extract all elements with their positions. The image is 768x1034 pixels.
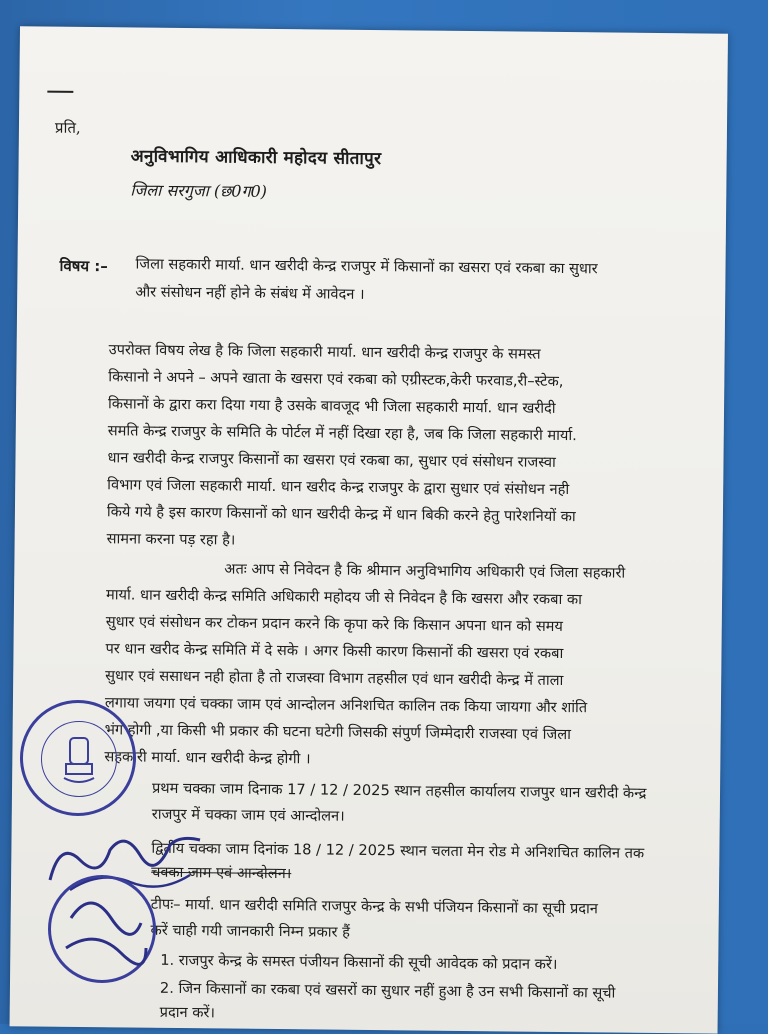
para1-line-5: धान खरीदी केन्द्र राजपुर किसानों का खसरा एवं रकबा का, सुधार एवं संसोधन राजस्वा (107, 449, 556, 471)
seal-emblem-ring (41, 721, 117, 797)
para2-line-2: मार्या. धान खरीदी केन्द्र समिति अधिकारी महोदय जी से निवेदन है कि खसरा और रकबा का (105, 586, 583, 609)
para1-line-3: किसानों के द्वारा करा दिया गया है उसके बावजूद भी जिला सहकारी मार्या. धान खरीदी (107, 395, 556, 417)
first-chakka-line-2: राजपुर में चक्का जाम एवं आन्दोलन। (151, 805, 345, 825)
list-item-2-line-2: प्रदान करें। (159, 1003, 216, 1022)
note-line-1: टीपः– मार्या. धान खरीदी समिति राजपुर केन्द्र के सभी पंजियन किसानों का सूची प्रदान (150, 895, 599, 918)
para2-line-3: सुधार एवं संसोधन कर टोकन प्रदान करने कि कृपा करे कि किसान अपना धान को समय (105, 613, 564, 636)
office-seal-stamp (20, 700, 136, 816)
para1-line-4: समति केन्द्र राजपुर के समिति के पोर्टल में नहीं दिखा रहा है, जब कि जिला सहकारी मार्या. (107, 422, 577, 445)
list-item-1: 1. राजपुर केन्द्र के समस्त पंजीयन किसानों की सूची आवेदक को प्रदान करें। (160, 951, 558, 973)
top-dash-mark (47, 91, 73, 93)
para1-line-7: किये गये है इस कारण किसानों को धान खरीदी केन्द्र में धान बिकी करने हेतु पारेशनियों का (106, 503, 576, 526)
subject-line-2: और संसोधन नहीं होने के संबंध में आवेदन । (135, 283, 365, 303)
para2-line-1: अतः आप से निवेदन है कि श्रीमान अनुविभागिय अधिकारी एवं जिला सहकारी (224, 560, 626, 582)
second-seal-scribble-icon (51, 878, 153, 980)
para1-line-2: किसानो ने अपने – अपने खाता के खसरा एवं रकबा को एग्रीस्टक,केरी फरवाड,री–स्टेक, (108, 368, 564, 391)
para2-line-7: भंग होगी ,या किसी भी प्रकार की घटना घटेगी जिसकी संपुर्ण जिम्मेदारी राजस्वा एवं जिला (104, 721, 572, 744)
list-item-2-line-1: 2. जिन किसानों का रकबा एवं खसरों का सुधार नहीं हुआ है उन सभी किसानों का सूची (159, 979, 616, 1002)
para1-line-8: सामना करना पड़ रहा है। (106, 530, 236, 549)
subject-line-1: जिला सहकारी मार्या. धान खरीदी केन्द्र राजपुर में किसानों का खसरा एवं रकबा का सुधार (135, 255, 598, 278)
second-chakka-line-1: द्वितीय चक्का जाम दिनांक 18 / 12 / 2025 स्थान चलता मेन रोड मे अनिशचित कालिन तक (151, 839, 645, 862)
seal-emblem-icon (42, 722, 116, 796)
para2-line-6: लगाया जयगा एवं चक्का जाम एवं आन्दोलन अनिशचित कालिन तक किया जायगा और शांति (104, 694, 588, 717)
para2-line-5: सुधार एवं ससाधन नही होता है तो राजस्वा विभाग तहसील एवं धान खरीदी केन्द्र में ताला (105, 667, 564, 690)
recipient-line-1: अनुविभागिय आधिकारी महोदय सीतापुर (130, 146, 382, 170)
para2-line-4: पर धान खरीद केन्द्र समिति में दे सके । अगर किसी कारण किसानों की खसरा एवं रकबा (105, 640, 564, 663)
para2-line-8: सहकारी मार्या. धान खरीदी केन्द्र होगी । (104, 748, 311, 768)
second-seal-stamp (48, 875, 156, 983)
subject-label: विषय :– (59, 256, 108, 276)
second-chakka-line-2: चक्का जाम एवं आन्दोलन। (151, 863, 292, 883)
salutation: प्रति, (54, 118, 81, 137)
para1-line-1: उपरोक्त विषय लेख है कि जिला सहकारी मार्या. धान खरीदी केन्द्र राजपुर के समस्त (108, 341, 541, 363)
first-chakka-line-1: प्रथम चक्का जाम दिनाक 17 / 12 / 2025 स्थान तहसील कार्यालय राजपुर धान खरीदी केन्द्र (151, 779, 647, 802)
para1-line-6: विभाग एवं जिला सहकारी मार्या. धान खरीद केन्द्र राजपुर के द्वारा सुधार एवं संसोधन नही (107, 476, 570, 499)
recipient-line-2: जिला सरगुजा (छ0ग0) (130, 180, 268, 201)
note-line-2: करें चाही गयी जानकारी निम्न प्रकार हैं (150, 921, 351, 941)
